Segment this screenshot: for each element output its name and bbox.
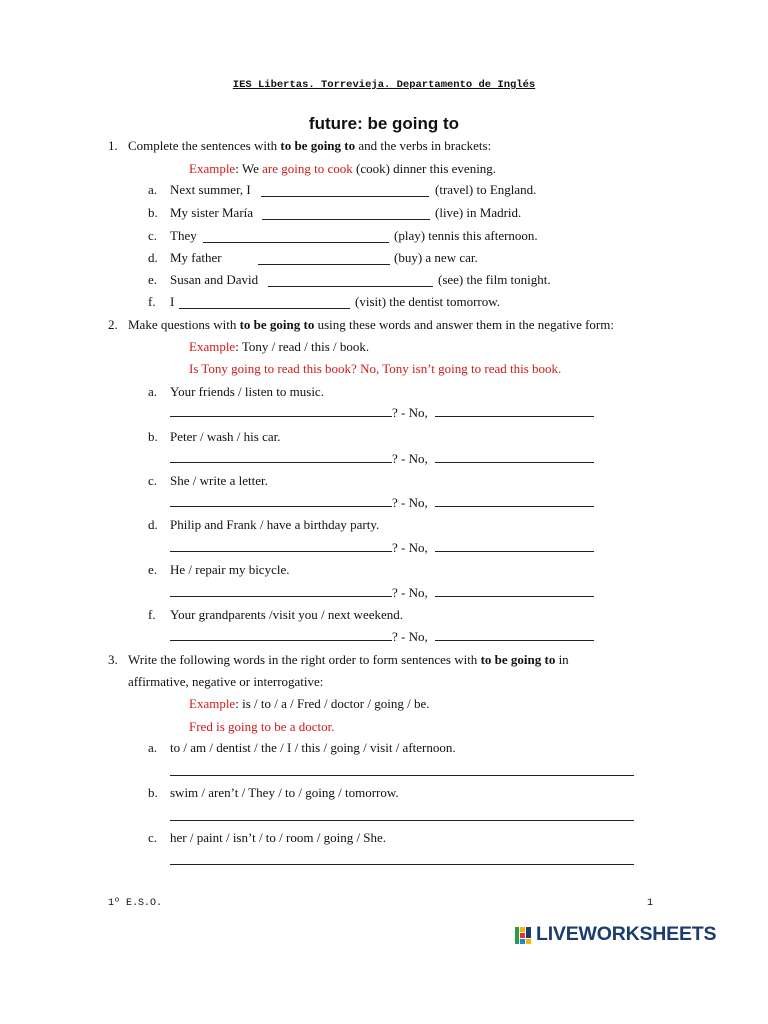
item-hint: (live) in Madrid.	[435, 205, 522, 220]
item-label: f.	[148, 607, 156, 622]
item-prompt: Philip and Frank / have a birthday party.	[170, 517, 380, 532]
item-label: f.	[148, 294, 156, 309]
exercise-1-instructions: Complete the sentences with to be going to and the verbs in brackets:	[128, 138, 492, 153]
answer-blank[interactable]	[435, 416, 594, 417]
answer-blank[interactable]	[262, 219, 430, 220]
exercise-3-example: Example: is / to / a / Fred / doctor / going / be.	[189, 696, 430, 711]
item-label: a.	[148, 740, 158, 755]
exercise-3-instructions-line2: affirmative, negative or interrogative:	[128, 674, 324, 689]
answer-blank[interactable]	[435, 462, 594, 463]
answer-blank[interactable]	[179, 308, 350, 309]
worksheet-title: future: be going to	[308, 114, 460, 133]
question-blank[interactable]	[170, 596, 392, 597]
question-blank[interactable]	[170, 462, 392, 463]
school-header: IES Libertas. Torrevieja. Departamento de Inglés	[232, 79, 536, 91]
item-prompt: swim / aren’t / They / to / going / tomorrow.	[170, 785, 399, 800]
page-number: 1	[647, 898, 654, 909]
item-label: a.	[148, 182, 158, 197]
question-blank[interactable]	[170, 506, 392, 507]
exercise-1-example: Example: We are going to cook (cook) dinner this evening.	[189, 161, 497, 176]
exercise-1-number: 1.	[108, 138, 118, 153]
answer-blank[interactable]	[435, 596, 594, 597]
answer-separator: ? - No,	[392, 495, 428, 510]
item-label: b.	[148, 785, 158, 800]
item-prompt: Your grandparents /visit you / next weekend.	[170, 607, 404, 622]
answer-blank[interactable]	[203, 242, 389, 243]
answer-separator: ? - No,	[392, 451, 428, 466]
footer-course: 1º E.S.O.	[108, 898, 163, 909]
item-label: b.	[148, 205, 158, 220]
item-prompt: her / paint / isn’t / to / room / going / She.	[170, 830, 387, 845]
sentence-blank[interactable]	[170, 820, 634, 821]
question-blank[interactable]	[170, 551, 392, 552]
item-hint: (visit) the dentist tomorrow.	[355, 294, 501, 309]
answer-blank[interactable]	[261, 196, 429, 197]
item-label: d.	[148, 250, 158, 265]
exercise-3-instructions: Write the following words in the right order to form sentences with to be going to in	[128, 652, 569, 667]
item-prompt: to / am / dentist / the / I / this / going / visit / afternoon.	[170, 740, 456, 755]
question-blank[interactable]	[170, 640, 392, 641]
item-label: c.	[148, 228, 158, 243]
answer-blank[interactable]	[268, 286, 433, 287]
item-hint: (see) the film tonight.	[438, 272, 551, 287]
exercise-2-example: Example: Tony / read / this / book.	[189, 339, 370, 354]
liveworksheets-logo-icon	[515, 927, 532, 944]
item-prompt: Peter / wash / his car.	[170, 429, 281, 444]
exercise-2-example-answer: Is Tony going to read this book? No, Tony isn’t going to read this book.	[189, 361, 562, 376]
answer-blank[interactable]	[435, 640, 594, 641]
exercise-3-number: 3.	[108, 652, 118, 667]
exercise-2-number: 2.	[108, 317, 118, 332]
item-label: e.	[148, 272, 158, 287]
sentence-blank[interactable]	[170, 775, 634, 776]
answer-separator: ? - No,	[392, 629, 428, 644]
item-label: e.	[148, 562, 158, 577]
item-hint: (travel) to England.	[435, 182, 537, 197]
item-hint: (play) tennis this afternoon.	[394, 228, 538, 243]
item-text: They	[170, 228, 197, 243]
answer-blank[interactable]	[435, 506, 594, 507]
item-hint: (buy) a new car.	[394, 250, 478, 265]
item-prompt: He / repair my bicycle.	[170, 562, 290, 577]
exercise-3-example-answer: Fred is going to be a doctor.	[189, 719, 335, 734]
item-text: I	[170, 294, 175, 309]
item-label: b.	[148, 429, 158, 444]
question-blank[interactable]	[170, 416, 392, 417]
answer-separator: ? - No,	[392, 405, 428, 420]
item-label: c.	[148, 473, 158, 488]
answer-separator: ? - No,	[392, 585, 428, 600]
item-text: Susan and David	[170, 272, 259, 287]
answer-separator: ? - No,	[392, 540, 428, 555]
item-text: My father	[170, 250, 222, 265]
exercise-2-instructions: Make questions with to be going to using these words and answer them in the negative form:	[128, 317, 614, 332]
item-label: a.	[148, 384, 158, 399]
item-label: d.	[148, 517, 158, 532]
item-label: c.	[148, 830, 158, 845]
item-prompt: Your friends / listen to music.	[170, 384, 324, 399]
item-text: Next summer, I	[170, 182, 251, 197]
sentence-blank[interactable]	[170, 864, 634, 865]
item-text: My sister María	[170, 205, 254, 220]
answer-blank[interactable]	[258, 264, 390, 265]
brand-name: LIVEWORKSHEETS	[536, 923, 717, 945]
answer-blank[interactable]	[435, 551, 594, 552]
item-prompt: She / write a letter.	[170, 473, 268, 488]
